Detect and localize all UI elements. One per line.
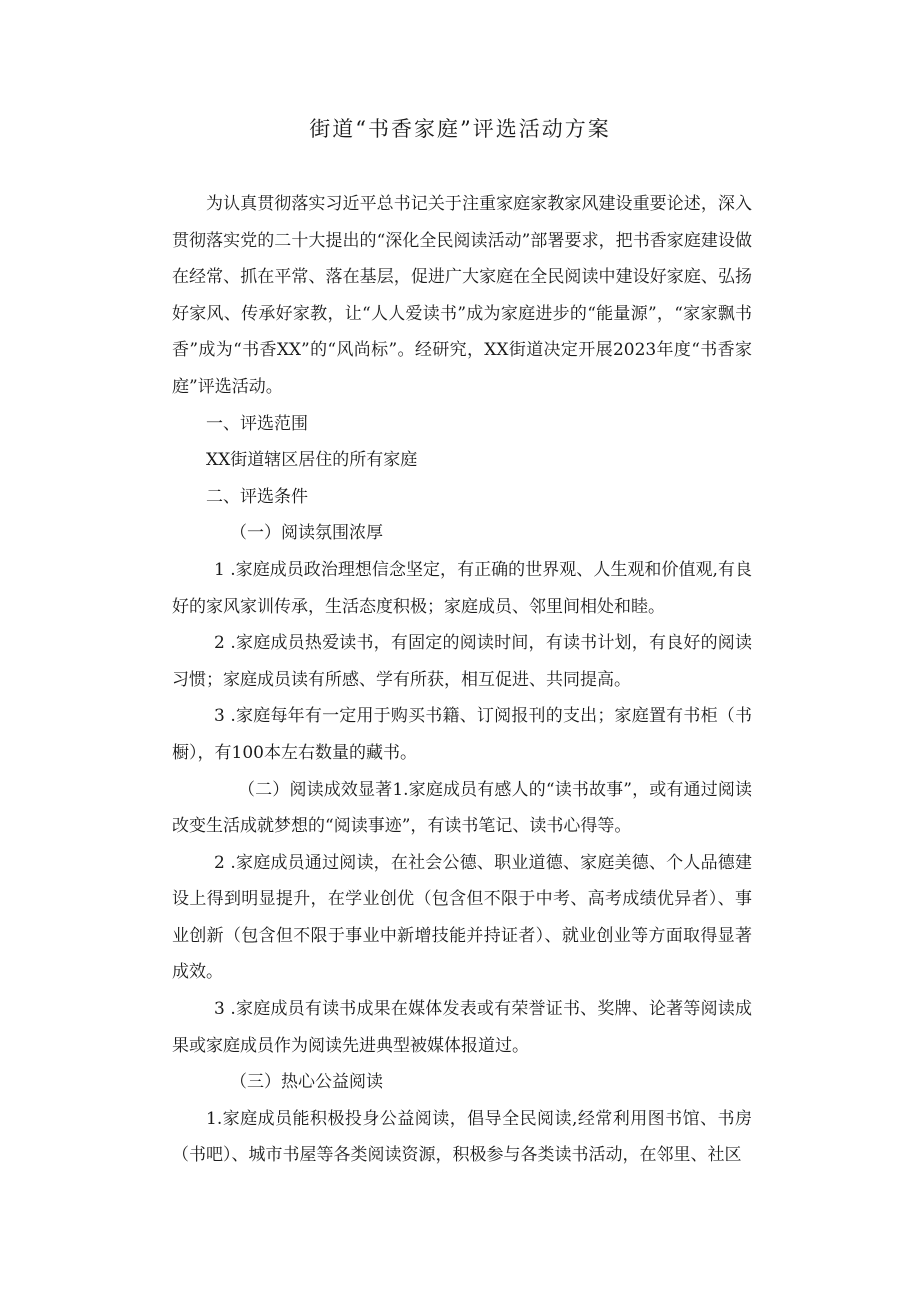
criteria-item-1: 1 .家庭成员政治理想信念坚定，有正确的世界观、人生观和价值观,有良好的家风家训传承，生活态度积极；家庭成员、邻里间相处和睦。	[172, 559, 752, 617]
document-title: 街道“书香家庭”评选活动方案	[309, 117, 611, 141]
section-heading-criteria: 二、评选条件	[206, 486, 308, 507]
intro-paragraph: 为认真贯彻落实习近平总书记关于注重家庭家教家风建设重要论述，深入贯彻落实党的二十大提出的“深化全民阅读活动”部署要求，把书香家庭建设做在经常、抓在平常、落在基层，促进广大家庭在全民阅读中建设好家庭、弘扬好家风、传承好家教，让“人人爱读书”成为家庭进步的“能量源”，“家家飘书香”成为“书香XX”的“风尚标”。经研究，XX街道决定开展2023年度“书香家庭”评选活动。	[172, 194, 752, 397]
subsection-heading-public-reading: （三）热心公益阅读	[230, 1072, 383, 1093]
results-item-2: 2 .家庭成员通过阅读，在社会公德、职业道德、家庭美德、个人品德建设上得到明显提升，在学业创优（包含但不限于中考、高考成绩优异者）、事业创新（包含但不限于事业中新增技能并持证者）、就业创业等方面取得显著成效。	[172, 852, 752, 983]
section-heading-scope: 一、评选范围	[206, 413, 308, 434]
document-body	[172, 186, 752, 1174]
results-item-3: 3 .家庭成员有读书成果在媒体发表或有荣誉证书、奖牌、论著等阅读成果或家庭成员作为阅读先进典型被媒体报道过。	[172, 999, 752, 1056]
criteria-item-3: 3 .家庭每年有一定用于购买书籍、订阅报刊的支出；家庭置有书柜（书橱），有100本左右数量的藏书。	[172, 706, 752, 763]
scope-text: XX街道辖区居住的所有家庭	[206, 450, 418, 471]
subsection-heading-atmosphere: （一）阅读氛围浓厚	[230, 523, 383, 544]
public-reading-item-1: 1.家庭成员能积极投身公益阅读，倡导全民阅读,经常利用图书馆、书房（书吧）、城市书屋等各类阅读资源，积极参与各类读书活动，在邻里、社区	[172, 1108, 752, 1166]
criteria-item-2: 2 .家庭成员热爱读书，有固定的阅读时间，有读书计划，有良好的阅读习惯；家庭成员读有所感、学有所获，相互促进、共同提高。	[172, 633, 752, 690]
subsection-heading-results: （二）阅读成效显著1.家庭成员有感人的“读书故事”，或有通过阅读改变生活成就梦想的“阅读事迹”，有读书笔记、读书心得等。	[172, 779, 752, 837]
